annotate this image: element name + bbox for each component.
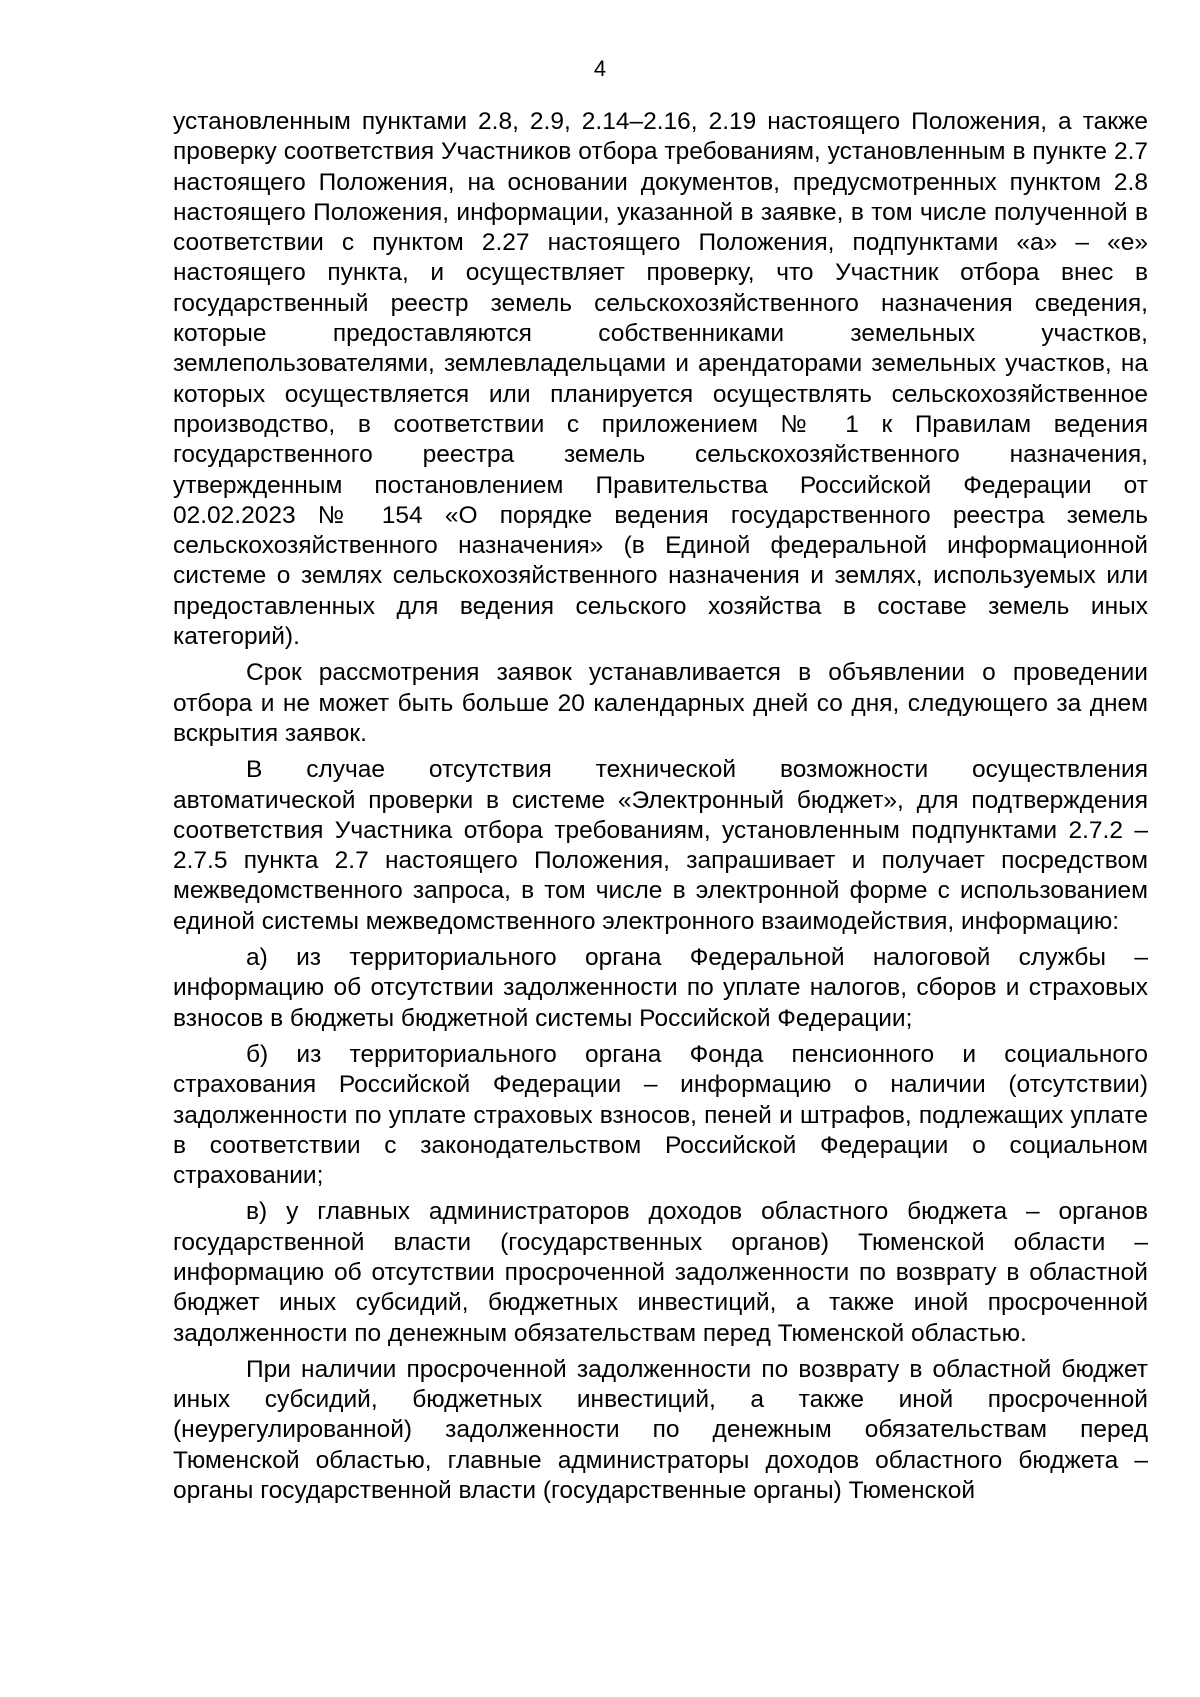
document-body xyxy=(173,107,1148,1506)
paragraph-interagency-request: В случае отсутствия технической возможности осуществления автоматической проверки в системе «Электронный бюджет», для подтверждения соответствия Участника отбора требованиям, установленным подпунктами 2.7.2 – 2.7.5 пункта 2.7 настоящего Положения, запрашивает и получает посредством межведомственного запроса, в том числе в электронной форме с использованием единой системы межведомственного электронного взаимодействия, информацию: xyxy=(173,756,1148,935)
paragraph-item-a: а) из территориального органа Федеральной налоговой службы – информацию об отсутствии задолженности по уплате налогов, сборов и страховых взносов в бюджеты бюджетной системы Российской Федерации; xyxy=(173,944,1148,1032)
page-number: 4 xyxy=(593,56,607,81)
paragraph-review-term: Срок рассмотрения заявок устанавливается в объявлении о проведении отбора и не может быть больше 20 календарных дней со дня, следующего за днем вскрытия заявок. xyxy=(173,659,1148,747)
paragraph-item-v: в) у главных администраторов доходов областного бюджета – органов государственной власти (государственных органов) Тюменской области – информацию об отсутствии просроченной задолженности по возврату в областной бюджет иных субсидий, бюджетных инвестиций, а также иной просроченной задолженности по денежным обязательствам перед Тюменской областью. xyxy=(173,1198,1148,1347)
paragraph-item-b: б) из территориального органа Фонда пенсионного и социального страхования Российской Федерации – информацию о наличии (отсутствии) задолженности по уплате страховых взносов, пеней и штрафов, подлежащих уплате в соответствии с законодательством Российской Федерации о социальном страховании; xyxy=(173,1040,1148,1190)
paragraph-overdue-debt: При наличии просроченной задолженности по возврату в областной бюджет иных субсидий, бюджетных инвестиций, а также иной просроченной (неурегулированной) задолженности по денежным обязательствам перед Тюменской областью, главные администраторы доходов областного бюджета – органы государственной власти (государственные органы) Тюменской xyxy=(173,1355,1148,1505)
paragraph-continuation: установленным пунктами 2.8, 2.9, 2.14–2.16, 2.19 настоящего Положения, а также проверку соответствия Участников отбора требованиям, установленным в пункте 2.7 настоящего Положения, на основании документов, предусмотренных пунктом 2.8 настоящего Положения, информации, указанной в заявке, в том числе полученной в соответствии с пунктом 2.27 настоящего Положения, подпунктами «а» – «е» настоящего пункта, и осуществляет проверку, что Участник отбора внес в государственный реестр земель сельскохозяйственного назначения сведения, которые предоставляются собственниками земельных участков, землепользователями, землевладельцами и арендаторами земельных участков, на которых осуществляется или планируется осуществлять сельскохозяйственное производство, в соответствии с приложением № 1 к Правилам ведения государственного реестра земель сельскохозяйственного назначения, утвержденным постановлением Правительства Российской Федерации от 02.02.2023 № 154 «О порядке ведения государственного реестра земель сельскохозяйственного назначения» (в Единой федеральной информационной системе о землях сельскохозяйственного назначения и землях, используемых или предоставленных для ведения сельского хозяйства в составе земель иных категорий). xyxy=(173,108,1148,651)
